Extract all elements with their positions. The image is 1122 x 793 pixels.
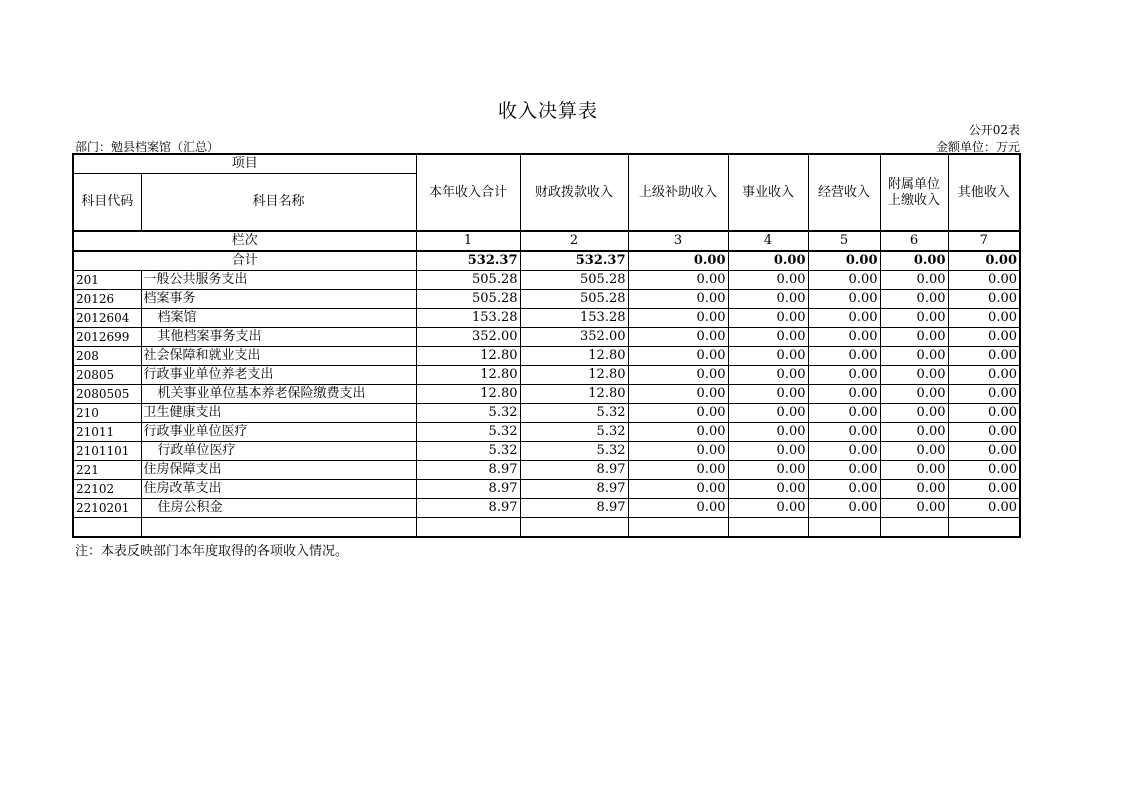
row-value: 12.80 [416, 385, 520, 404]
row-value: 153.28 [416, 309, 520, 328]
row-name: 一般公共服务支出 [141, 271, 416, 290]
row-value: 0.00 [728, 385, 808, 404]
row-code: 2012699 [73, 328, 141, 347]
table-row [73, 461, 1020, 480]
report-title: 收入决算表 [497, 100, 598, 122]
header-name: 科目名称 [141, 174, 416, 232]
row-name: 住房改革支出 [141, 480, 416, 499]
table-row [73, 442, 1020, 461]
row-value: 0.00 [948, 290, 1020, 309]
row-code: 201 [73, 271, 141, 290]
col-number: 5 [808, 231, 880, 251]
row-code: 208 [73, 347, 141, 366]
header-code: 科目代码 [73, 174, 141, 232]
col-number: 4 [728, 231, 808, 251]
total-row [73, 251, 1020, 271]
total-value: 0.00 [628, 251, 728, 271]
row-value: 0.00 [808, 290, 880, 309]
header-col-7: 其他收入 [948, 154, 1020, 231]
empty-cell [73, 518, 141, 538]
row-value: 8.97 [520, 480, 628, 499]
header-col-1: 本年收入合计 [416, 154, 520, 231]
table-note: 注：本表反映部门本年度取得的各项收入情况。 [75, 544, 349, 559]
total-value: 0.00 [948, 251, 1020, 271]
row-value: 0.00 [728, 347, 808, 366]
row-value: 0.00 [808, 328, 880, 347]
row-value: 0.00 [628, 404, 728, 423]
department-label: 部门：勉县档案馆（汇总） [75, 140, 220, 154]
row-code: 210 [73, 404, 141, 423]
row-value: 5.32 [520, 404, 628, 423]
row-value: 505.28 [416, 271, 520, 290]
total-value: 532.37 [416, 251, 520, 271]
row-value: 0.00 [948, 423, 1020, 442]
row-name: 行政单位医疗 [141, 442, 416, 461]
row-value: 0.00 [808, 366, 880, 385]
row-value: 0.00 [808, 480, 880, 499]
row-value: 0.00 [880, 271, 948, 290]
row-value: 0.00 [808, 271, 880, 290]
row-value: 8.97 [416, 499, 520, 518]
row-code: 221 [73, 461, 141, 480]
row-value: 0.00 [880, 385, 948, 404]
row-value: 0.00 [948, 404, 1020, 423]
row-code: 20126 [73, 290, 141, 309]
total-value: 532.37 [520, 251, 628, 271]
row-value: 5.32 [416, 404, 520, 423]
table-row [73, 499, 1020, 518]
row-value: 0.00 [948, 385, 1020, 404]
row-value: 0.00 [808, 442, 880, 461]
row-value: 0.00 [880, 328, 948, 347]
table-row [73, 271, 1020, 290]
row-value: 0.00 [628, 271, 728, 290]
row-value: 5.32 [520, 423, 628, 442]
row-value: 352.00 [416, 328, 520, 347]
header-col-3: 上级补助收入 [628, 154, 728, 231]
row-code: 22102 [73, 480, 141, 499]
row-value: 0.00 [880, 404, 948, 423]
table-row [73, 423, 1020, 442]
row-code: 20805 [73, 366, 141, 385]
row-value: 0.00 [728, 480, 808, 499]
empty-row [73, 518, 1020, 538]
row-value: 0.00 [728, 328, 808, 347]
empty-cell [948, 518, 1020, 538]
row-value: 0.00 [628, 442, 728, 461]
form-number: 公开02表 [968, 123, 1020, 137]
row-name: 社会保障和就业支出 [141, 347, 416, 366]
row-value: 0.00 [880, 309, 948, 328]
empty-cell [416, 518, 520, 538]
col-number: 1 [416, 231, 520, 251]
row-code: 2101101 [73, 442, 141, 461]
row-value: 0.00 [628, 480, 728, 499]
row-value: 8.97 [520, 499, 628, 518]
row-value: 0.00 [728, 309, 808, 328]
empty-cell [808, 518, 880, 538]
col-number: 2 [520, 231, 628, 251]
row-value: 0.00 [948, 442, 1020, 461]
row-value: 0.00 [948, 328, 1020, 347]
row-value: 0.00 [808, 499, 880, 518]
row-value: 12.80 [520, 347, 628, 366]
table-row [73, 366, 1020, 385]
row-value: 0.00 [948, 366, 1020, 385]
row-value: 8.97 [520, 461, 628, 480]
header-col-6: 附属单位上缴收入 [880, 154, 948, 231]
header-col-5: 经营收入 [808, 154, 880, 231]
row-value: 0.00 [728, 290, 808, 309]
row-value: 0.00 [808, 347, 880, 366]
col-line-label: 栏次 [73, 231, 416, 251]
row-value: 505.28 [520, 290, 628, 309]
row-value: 0.00 [808, 385, 880, 404]
row-value: 0.00 [728, 423, 808, 442]
row-value: 8.97 [416, 461, 520, 480]
row-value: 0.00 [628, 328, 728, 347]
row-value: 0.00 [728, 271, 808, 290]
header-item: 项目 [73, 154, 416, 174]
row-value: 0.00 [728, 461, 808, 480]
table-row [73, 290, 1020, 309]
row-value: 0.00 [808, 461, 880, 480]
row-value: 0.00 [628, 385, 728, 404]
row-value: 0.00 [628, 366, 728, 385]
row-value: 505.28 [416, 290, 520, 309]
row-code: 2012604 [73, 309, 141, 328]
total-value: 0.00 [808, 251, 880, 271]
empty-cell [728, 518, 808, 538]
row-value: 505.28 [520, 271, 628, 290]
row-value: 0.00 [880, 480, 948, 499]
row-name: 档案事务 [141, 290, 416, 309]
total-value: 0.00 [728, 251, 808, 271]
row-value: 0.00 [628, 461, 728, 480]
row-value: 12.80 [520, 385, 628, 404]
col-number: 7 [948, 231, 1020, 251]
row-value: 0.00 [628, 309, 728, 328]
income-table [72, 153, 1021, 538]
table-row [73, 328, 1020, 347]
table-row [73, 385, 1020, 404]
table-row [73, 404, 1020, 423]
row-code: 21011 [73, 423, 141, 442]
row-name: 其他档案事务支出 [141, 328, 416, 347]
row-value: 12.80 [520, 366, 628, 385]
row-value: 0.00 [948, 480, 1020, 499]
total-label: 合计 [73, 251, 416, 271]
row-value: 0.00 [880, 347, 948, 366]
empty-cell [520, 518, 628, 538]
empty-cell [880, 518, 948, 538]
row-value: 0.00 [808, 423, 880, 442]
row-name: 档案馆 [141, 309, 416, 328]
row-value: 5.32 [416, 423, 520, 442]
row-value: 0.00 [880, 423, 948, 442]
row-value: 352.00 [520, 328, 628, 347]
row-name: 住房公积金 [141, 499, 416, 518]
row-value: 0.00 [628, 347, 728, 366]
row-value: 0.00 [880, 499, 948, 518]
row-value: 0.00 [808, 309, 880, 328]
row-name: 卫生健康支出 [141, 404, 416, 423]
col-number: 6 [880, 231, 948, 251]
row-value: 12.80 [416, 347, 520, 366]
total-value: 0.00 [880, 251, 948, 271]
row-value: 0.00 [948, 461, 1020, 480]
table-row [73, 309, 1020, 328]
row-value: 5.32 [416, 442, 520, 461]
row-value: 8.97 [416, 480, 520, 499]
row-name: 行政事业单位医疗 [141, 423, 416, 442]
row-value: 5.32 [520, 442, 628, 461]
row-value: 0.00 [948, 499, 1020, 518]
table-row [73, 480, 1020, 499]
header-col-2: 财政拨款收入 [520, 154, 628, 231]
row-value: 0.00 [628, 290, 728, 309]
row-value: 0.00 [948, 309, 1020, 328]
row-name: 行政事业单位养老支出 [141, 366, 416, 385]
row-value: 0.00 [628, 499, 728, 518]
empty-cell [141, 518, 416, 538]
row-value: 0.00 [728, 366, 808, 385]
row-value: 0.00 [728, 442, 808, 461]
row-value: 0.00 [728, 404, 808, 423]
row-value: 12.80 [416, 366, 520, 385]
row-value: 0.00 [948, 271, 1020, 290]
row-value: 0.00 [880, 461, 948, 480]
row-value: 0.00 [728, 499, 808, 518]
row-value: 0.00 [880, 290, 948, 309]
row-value: 0.00 [808, 404, 880, 423]
row-value: 0.00 [880, 366, 948, 385]
row-value: 0.00 [948, 347, 1020, 366]
row-value: 0.00 [628, 423, 728, 442]
row-code: 2210201 [73, 499, 141, 518]
header-col-4: 事业收入 [728, 154, 808, 231]
row-value: 0.00 [880, 442, 948, 461]
empty-cell [628, 518, 728, 538]
row-name: 机关事业单位基本养老保险缴费支出 [141, 385, 416, 404]
row-value: 153.28 [520, 309, 628, 328]
table-row [73, 347, 1020, 366]
row-code: 2080505 [73, 385, 141, 404]
col-number: 3 [628, 231, 728, 251]
row-name: 住房保障支出 [141, 461, 416, 480]
amount-unit-label: 金额单位：万元 [935, 140, 1020, 154]
